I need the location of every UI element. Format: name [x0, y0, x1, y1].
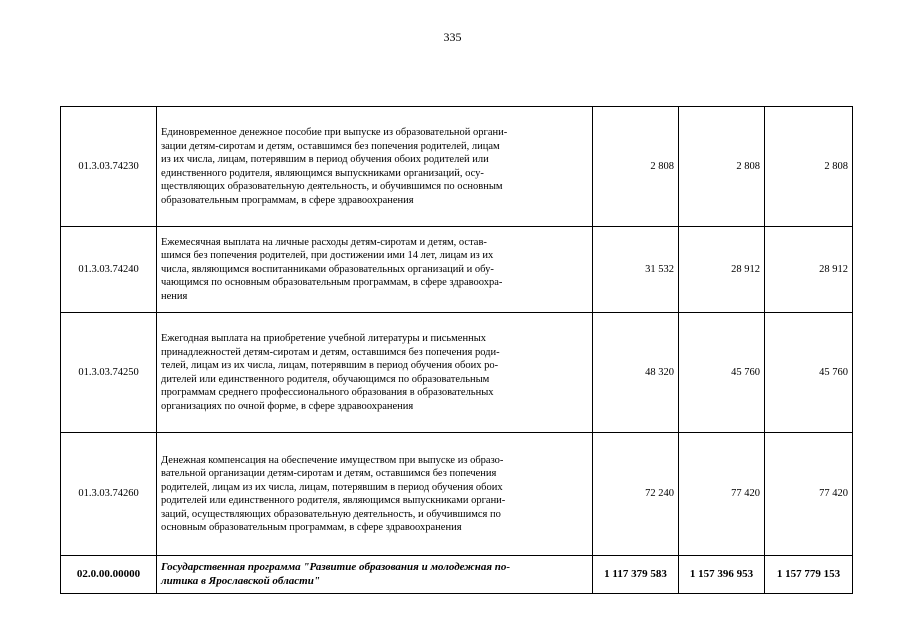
table-row	[61, 433, 853, 556]
page-number: 335	[443, 30, 462, 44]
row-value-2: 2 808	[679, 107, 765, 227]
table-row	[61, 107, 853, 227]
row-description	[157, 227, 593, 313]
row-code: 01.3.03.74240	[61, 227, 157, 313]
total-value-1: 1 117 379 583	[593, 556, 679, 594]
row-code: 01.3.03.74260	[61, 433, 157, 556]
row-description	[157, 313, 593, 433]
total-row	[61, 556, 853, 594]
row-value-3: 77 420	[765, 433, 853, 556]
row-description-text: Ежемесячная выплата на личные расходы детям-сиротам и детям, остав- шимся без попечения родителей, при достижении ими 14 лет, лицам из их числа, являющимся воспитанниками образовательных организаций и обу- чающимся по основным образовательным программам, в сфере здравоохра- нения	[161, 236, 503, 302]
budget-table	[60, 106, 853, 594]
table-row	[61, 227, 853, 313]
row-value-3: 2 808	[765, 107, 853, 227]
table-row	[61, 313, 853, 433]
row-value-1: 72 240	[593, 433, 679, 556]
total-description-text: Государственная программа "Развитие образования и молодежная по- литика в Ярославской области"	[161, 561, 511, 587]
total-description	[157, 556, 593, 594]
row-value-1: 48 320	[593, 313, 679, 433]
total-code: 02.0.00.00000	[61, 556, 157, 594]
total-value-2: 1 157 396 953	[679, 556, 765, 594]
total-value-3: 1 157 779 153	[765, 556, 853, 594]
row-code: 01.3.03.74250	[61, 313, 157, 433]
row-value-2: 28 912	[679, 227, 765, 313]
row-value-2: 45 760	[679, 313, 765, 433]
row-value-1: 2 808	[593, 107, 679, 227]
row-description	[157, 433, 593, 556]
row-value-3: 45 760	[765, 313, 853, 433]
row-value-3: 28 912	[765, 227, 853, 313]
row-value-2: 77 420	[679, 433, 765, 556]
row-code: 01.3.03.74230	[61, 107, 157, 227]
row-description-text: Денежная компенсация на обеспечение имуществом при выпуске из образо- вательной организации детям-сиротам и детям, оставшимся без попечения родителей, лицам из их числа, лицам, потерявшим в период обучения обоих родителей или единственного родителя, являющимся выпускниками органи- заций, осуществляющих образовательную деятельность, и обучившимся по основным образовательным программам, в сфере здравоохранения	[161, 454, 506, 533]
row-description-text: Ежегодная выплата на приобретение учебной литературы и письменных принадлежностей детям-сиротам и детям, оставшимся без попечения роди- телей, лицам из их числа, лицам, потерявшим в период обучения обоих ро- дителей или единственного родителя, обучающимся по образовательным программам среднего профессионального образования в образовательных организациях по очной форме, в сфере здравоохранения	[161, 333, 500, 412]
row-value-1: 31 532	[593, 227, 679, 313]
row-description	[157, 107, 593, 227]
row-description-text: Единовременное денежное пособие при выпуске из образовательной органи- зации детям-сиротам и детям, оставшимся без попечения родителей, лицам из их числа, лицам, потерявшим в период обучения обоих родителей или единственного родителя, являющимся выпускниками организаций, осу- ществляющих образовательную деятельность, и обучившимся по основным образовательным программам, в сфере здравоохранения	[161, 127, 508, 206]
